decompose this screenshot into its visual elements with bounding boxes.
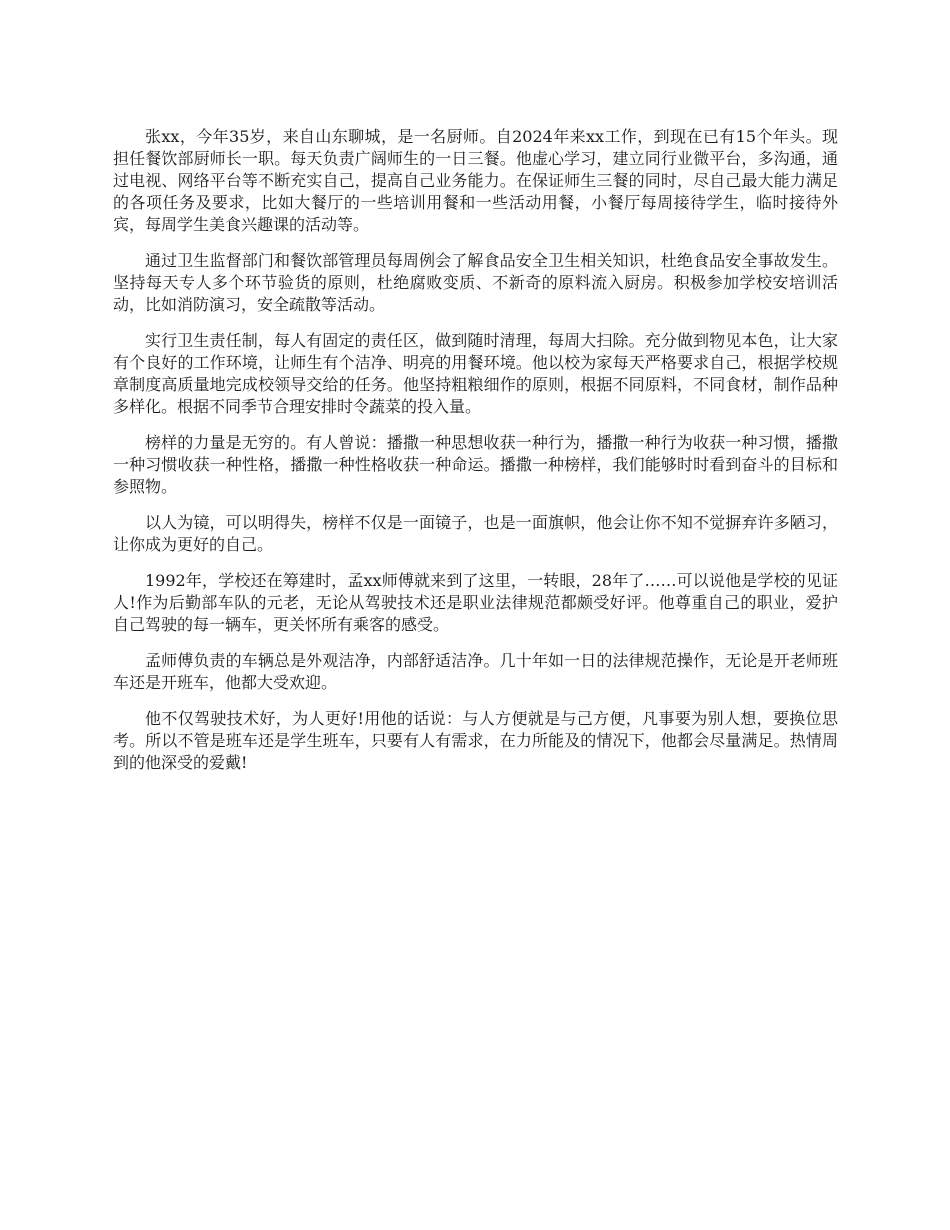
- paragraph-2: 通过卫生监督部门和餐饮部管理员每周例会了解食品安全卫生相关知识，杜绝食品安全事故发生。坚持每天专人多个环节验货的原则，杜绝腐败变质、不新奇的原料流入厨房。积极参加学校安培训活动，比如消防演习，安全疏散等活动。: [113, 251, 838, 314]
- paragraph-5: 以人为镜，可以明得失，榜样不仅是一面镜子，也是一面旗帜，他会让你不知不觉摒弃许多陋习，让你成为更好的自己。: [113, 513, 838, 554]
- paragraph-8: 他不仅驾驶技术好，为人更好!用他的话说：与人方便就是与己方便，凡事要为别人想，要换位思考。所以不管是班车还是学生班车，只要有人有需求，在力所能及的情况下，他都会尽量满足。热情周到的他深受的爱戴!: [113, 709, 838, 772]
- paragraph-3: 实行卫生责任制，每人有固定的责任区，做到随时清理，每周大扫除。充分做到物见本色，让大家有个良好的工作环境，让师生有个洁净、明亮的用餐环境。他以校为家每天严格要求自己，根据学校规章制度高质量地完成校领导交给的任务。他坚持粗粮细作的原则，根据不同原料，不同食材，制作品种多样化。根据不同季节合理安排时令蔬菜的投入量。: [113, 331, 838, 416]
- paragraph-7: 孟师傅负责的车辆总是外观洁净，内部舒适洁净。几十年如一日的法律规范操作，无论是开老师班车还是开班车，他都大受欢迎。: [113, 651, 838, 692]
- paragraph-6: 1992年，学校还在筹建时，孟xx师傅就来到了这里，一转眼，28年了……可以说他是学校的见证人!作为后勤部车队的元老，无论从驾驶技术还是职业法律规范都颇受好评。他尊重自己的职业，爱护自己驾驶的每一辆车，更关怀所有乘客的感受。: [113, 571, 838, 634]
- paragraph-4: 榜样的力量是无穷的。有人曾说：播撒一种思想收获一种行为，播撒一种行为收获一种习惯，播撒一种习惯收获一种性格，播撒一种性格收获一种命运。播撒一种榜样，我们能够时时看到奋斗的目标和参照物。: [113, 433, 838, 496]
- document-body: [113, 126, 838, 788]
- paragraph-1: 张xx，今年35岁，来自山东聊城，是一名厨师。自2024年来xx工作，到现在已有15个年头。现担任餐饮部厨师长一职。每天负责广阔师生的一日三餐。他虚心学习，建立同行业微平台，多沟通，通过电视、网络平台等不断充实自己，提高自己业务能力。在保证师生三餐的同时，尽自己最大能力满足的各项任务及要求，比如大餐厅的一些培训用餐和一些活动用餐，小餐厅每周接待学生，临时接待外宾，每周学生美食兴趣课的活动等。: [113, 127, 838, 234]
